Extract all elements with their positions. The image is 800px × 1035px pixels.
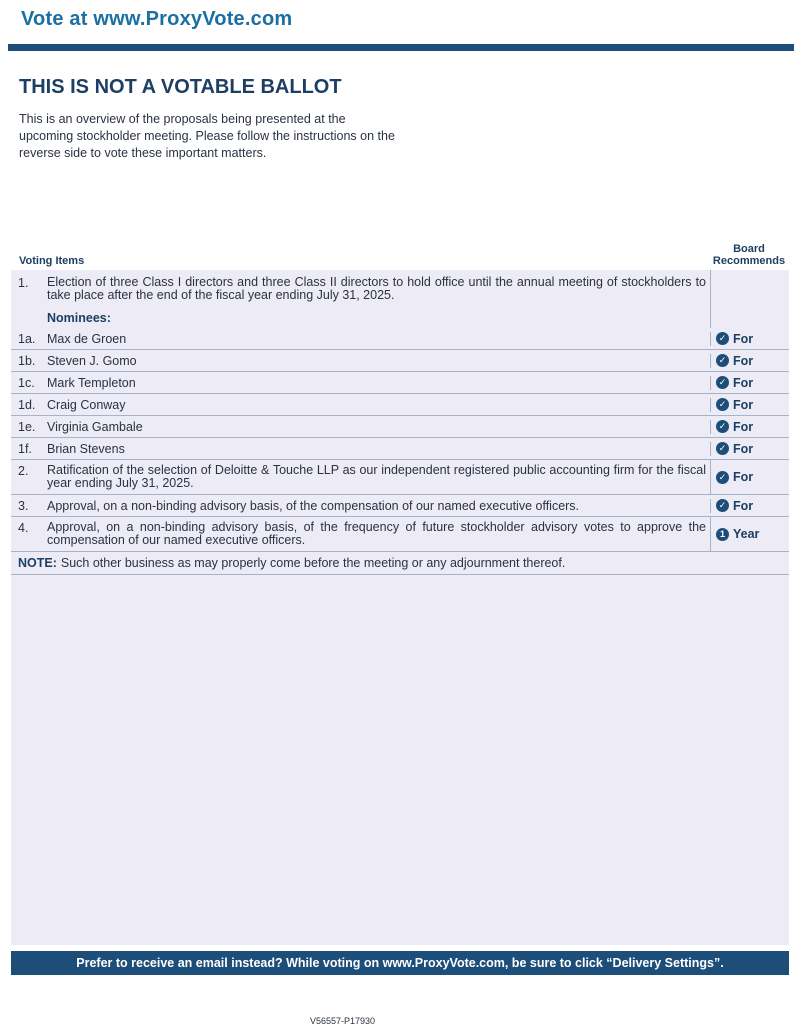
nominee-row: [11, 394, 789, 416]
proposal-4-row: [11, 517, 789, 552]
proposal-text: Approval, on a non-binding advisory basis, of the compensation of our named executive officers.: [47, 498, 580, 513]
note-text: Such other business as may properly come before the meeting or any adjournment thereof.: [60, 556, 566, 570]
recommendation-text: For: [733, 375, 754, 390]
intro-paragraph: This is an overview of the proposals being presented at the upcoming stockholder meeting. Please follow the instructions on the reverse side to vote these important matters.: [19, 112, 395, 160]
recommendation-cell: [710, 398, 789, 412]
recommendation-text: For: [733, 441, 754, 456]
checkmark-circle-icon: ✓: [716, 398, 729, 411]
checkmark-circle-icon: ✓: [716, 442, 729, 455]
recommendation-cell: [710, 517, 789, 551]
proposal-1-text: Election of three Class I directors and three Class II directors to hold office until the annual meeting of stockholders to take place after the end of the fiscal year ending July 31, 2025.: [47, 275, 706, 302]
checkmark-circle-icon: ✓: [716, 354, 729, 367]
recommendation-cell: [710, 460, 789, 494]
nominee-name: Virginia Gambale: [47, 419, 143, 434]
recommendation-text: For: [733, 353, 754, 368]
nominee-name: Brian Stevens: [47, 441, 125, 456]
header-divider: [8, 44, 794, 51]
recommendation-text: For: [733, 397, 754, 412]
recommendation-text: Year: [733, 527, 760, 541]
nominee-row: [11, 328, 789, 350]
proposal-text: Approval, on a non-binding advisory basis, of the frequency of future stockholder advisory votes to approve the compensation of our named executive officers.: [47, 520, 706, 547]
recommendation-text: For: [733, 498, 754, 513]
nominee-number: 1f.: [18, 441, 32, 456]
nominee-row: [11, 350, 789, 372]
ballot-heading: THIS IS NOT A VOTABLE BALLOT: [19, 76, 342, 98]
proposal-text: Ratification of the selection of Deloitte & Touche LLP as our independent registered public accounting firm for the fiscal year ending July 31, 2025.: [47, 463, 706, 490]
nominee-number: 1b.: [18, 353, 36, 368]
checkmark-circle-icon: ✓: [716, 332, 729, 345]
nominee-row: [11, 438, 789, 460]
proposal-2-row: [11, 460, 789, 495]
proposals-table: [11, 270, 789, 575]
proposal-number: 3.: [18, 498, 29, 513]
number-one-circle-icon: 1: [716, 528, 729, 541]
recommendation-cell: [710, 332, 789, 346]
proposal-number: 4.: [18, 521, 29, 535]
nominee-number: 1e.: [18, 419, 36, 434]
nominees-label: Nominees:: [47, 311, 111, 325]
board-header-line1: Board: [733, 243, 765, 255]
checkmark-circle-icon: ✓: [716, 420, 729, 433]
nominee-name: Craig Conway: [47, 397, 126, 412]
recommendation-text: For: [733, 419, 754, 434]
nominee-name: Steven J. Gomo: [47, 353, 137, 368]
recommendation-cell: [710, 442, 789, 456]
checkmark-circle-icon: ✓: [716, 471, 729, 484]
proposal-number: 2.: [18, 464, 29, 478]
nominee-row: [11, 372, 789, 394]
board-recommends-header: [706, 243, 792, 267]
note-label: NOTE:: [18, 556, 57, 570]
proposal-3-row: [11, 495, 789, 517]
recommendation-cell: [710, 270, 789, 328]
nominee-name: Max de Groen: [47, 331, 127, 346]
nominee-name: Mark Templeton: [47, 375, 136, 390]
delivery-settings-banner: Prefer to receive an email instead? While voting on www.ProxyVote.com, be sure to click “Delivery Settings”.: [11, 951, 789, 975]
recommendation-cell: [710, 354, 789, 368]
checkmark-circle-icon: ✓: [716, 376, 729, 389]
recommendation-cell: [710, 376, 789, 390]
nominee-number: 1d.: [18, 397, 36, 412]
recommendation-text: For: [733, 331, 754, 346]
note-row: [11, 552, 789, 575]
proposal-text: [47, 270, 710, 328]
document-code: V56557-P17930: [310, 1016, 376, 1026]
proxyvote-link[interactable]: Vote at www.ProxyVote.com: [21, 8, 293, 30]
nominee-row: [11, 416, 789, 438]
checkmark-circle-icon: ✓: [716, 499, 729, 512]
proposal-number: 1.: [18, 276, 29, 290]
voting-items-header: Voting Items: [19, 255, 85, 267]
recommendation-text: For: [733, 470, 754, 484]
nominee-number: 1c.: [18, 375, 35, 390]
board-header-line2: Recommends: [712, 255, 786, 267]
recommendation-cell: [710, 499, 789, 513]
nominee-number: 1a.: [18, 331, 36, 346]
recommendation-cell: [710, 420, 789, 434]
proposal-1-row: [11, 270, 789, 328]
